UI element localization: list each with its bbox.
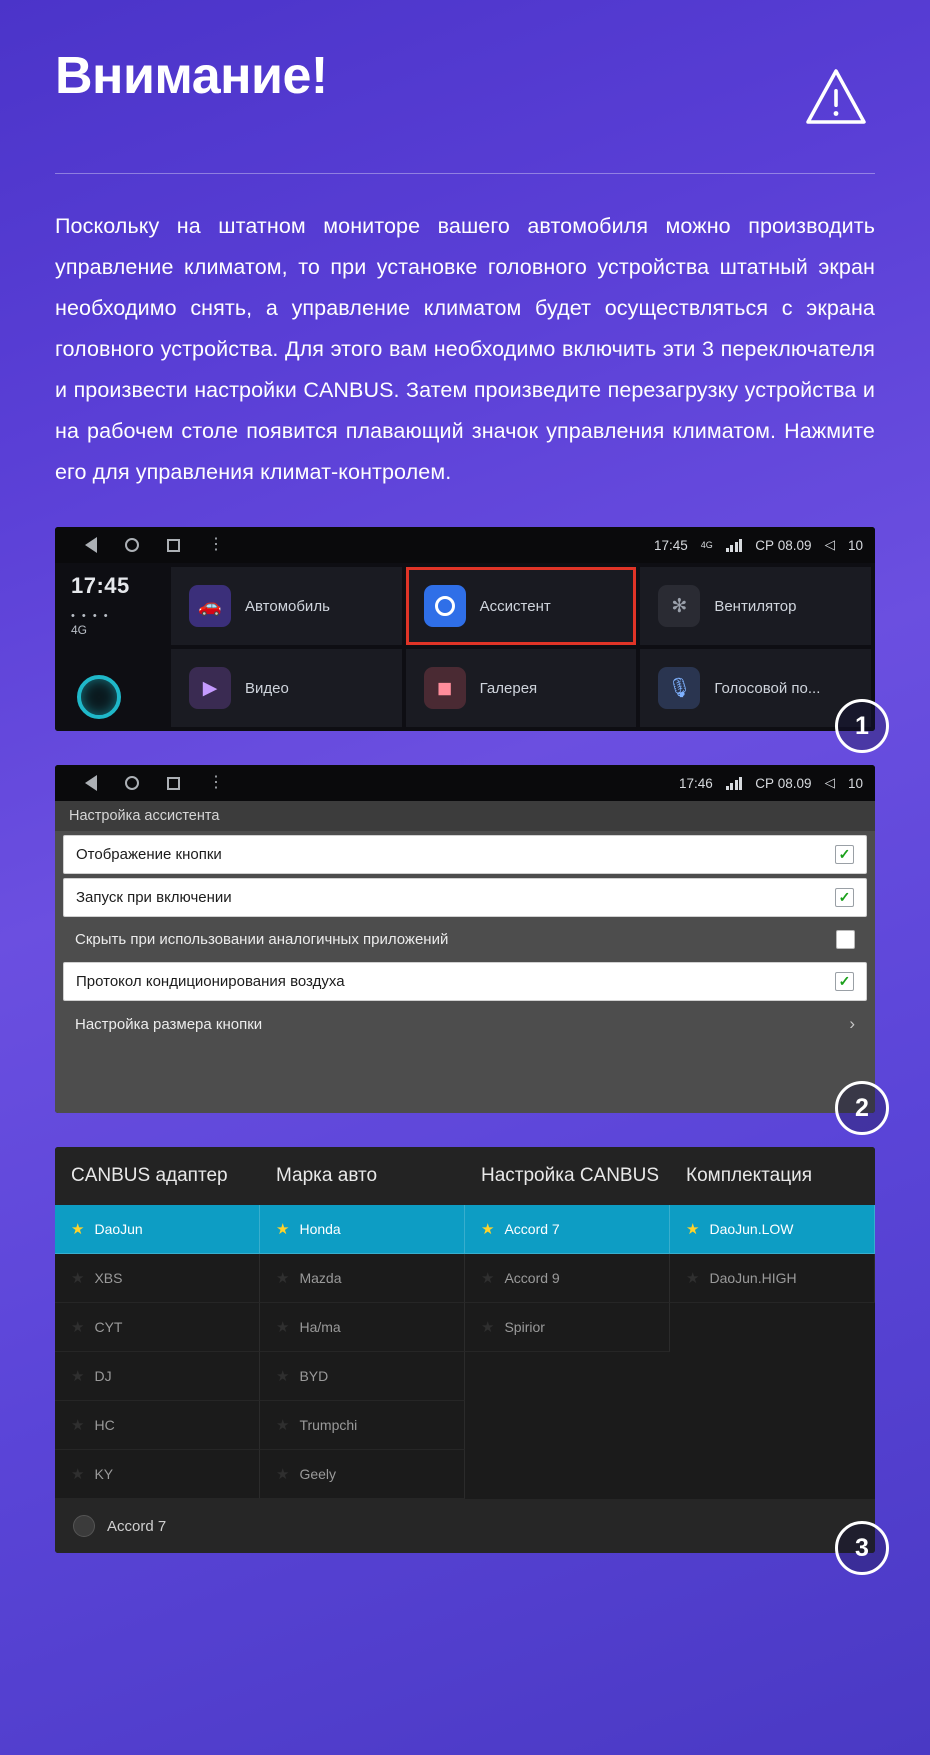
step-badge-3: 3: [835, 1521, 889, 1575]
launcher-home: [55, 563, 875, 731]
tile-assistant[interactable]: [406, 567, 637, 645]
cell-trim: [670, 1303, 875, 1352]
cell-brand[interactable]: [260, 1352, 465, 1401]
star-icon: ★: [71, 1417, 85, 1434]
cell-adapter[interactable]: [55, 1303, 260, 1352]
tile-label: Видео: [245, 679, 289, 697]
star-icon: ★: [276, 1368, 290, 1385]
android-nav-buttons[interactable]: [67, 775, 224, 791]
checkbox-ac-protocol[interactable]: ✓: [835, 972, 854, 991]
video-icon: ▶: [189, 667, 231, 709]
cell-label: BYD: [299, 1368, 329, 1384]
cell-label: DJ: [94, 1368, 112, 1384]
table-row[interactable]: [55, 1450, 875, 1499]
recents-icon[interactable]: [167, 539, 180, 552]
table-row[interactable]: [55, 1254, 875, 1303]
cell-adapter[interactable]: [55, 1450, 260, 1499]
back-icon[interactable]: [85, 537, 97, 553]
statusbar-date: СР 08.09: [755, 537, 812, 553]
setting-label: Протокол кондиционирования воздуха: [76, 973, 345, 990]
cell-canbus: [465, 1352, 670, 1401]
cell-adapter[interactable]: [55, 1254, 260, 1303]
assistant-settings-panel: [55, 801, 875, 1113]
star-icon: ★: [276, 1221, 290, 1238]
cell-canbus: [465, 1450, 670, 1499]
canbus-table-header: [55, 1147, 875, 1205]
header-divider: [55, 173, 875, 174]
table-row[interactable]: [55, 1205, 875, 1254]
star-icon: ★: [276, 1270, 290, 1287]
cell-label: Geely: [299, 1466, 337, 1482]
tile-gallery[interactable]: [406, 649, 637, 727]
column-header-canbus: Настройка CANBUS: [481, 1165, 659, 1186]
setting-show-button[interactable]: [63, 835, 867, 874]
step-badge-2: 2: [835, 1081, 889, 1135]
cell-canbus: [465, 1401, 670, 1450]
cell-label: Accord 7: [504, 1221, 560, 1237]
cell-adapter[interactable]: [55, 1352, 260, 1401]
star-icon: ★: [71, 1319, 85, 1336]
screenshot-canbus-settings: [55, 1147, 875, 1562]
star-icon: ★: [71, 1270, 85, 1287]
star-icon: ★: [71, 1221, 85, 1238]
warning-triangle-icon: [805, 66, 867, 133]
cell-brand[interactable]: [260, 1254, 465, 1303]
launcher-network-label: 4G: [71, 623, 88, 637]
car-icon: 🚗: [189, 585, 231, 627]
back-icon[interactable]: [85, 775, 97, 791]
cell-label: Mazda: [299, 1270, 342, 1286]
cell-canbus[interactable]: [465, 1303, 670, 1352]
volume-icon: ◁: [824, 537, 835, 552]
android-nav-buttons[interactable]: [67, 537, 224, 553]
cell-trim[interactable]: [670, 1205, 875, 1254]
cell-adapter[interactable]: [55, 1401, 260, 1450]
cell-label: KY: [94, 1466, 114, 1482]
checkbox-show-button[interactable]: ✓: [835, 845, 854, 864]
star-icon: ★: [276, 1319, 290, 1336]
canbus-footer-label: Accord 7: [107, 1517, 167, 1535]
home-icon[interactable]: [125, 776, 139, 790]
android-statusbar: [55, 765, 875, 801]
launcher-widget-column: [55, 563, 167, 731]
settings-section-title: Настройка ассистента: [55, 801, 875, 831]
step-badge-1: 1: [835, 699, 889, 753]
tile-label: Голосовой по...: [714, 679, 821, 697]
setting-label: Запуск при включении: [76, 889, 232, 906]
cell-brand[interactable]: [260, 1401, 465, 1450]
setting-label: Отображение кнопки: [76, 846, 222, 863]
setting-label: Настройка размера кнопки: [75, 1015, 263, 1033]
cell-brand[interactable]: [260, 1205, 465, 1254]
setting-label: Скрыть при использовании аналогичных приложений: [75, 931, 449, 948]
statusbar-volume: 10: [847, 537, 863, 553]
canbus-footer: [55, 1499, 875, 1553]
cell-label: DaoJun.LOW: [709, 1221, 794, 1237]
star-icon: ★: [276, 1417, 290, 1434]
cell-label: Spirior: [504, 1319, 545, 1335]
star-icon: ★: [481, 1319, 495, 1336]
statusbar-volume: 10: [847, 775, 863, 791]
cell-label: DaoJun: [94, 1221, 143, 1237]
tile-label: Ассистент: [479, 597, 551, 615]
recents-icon[interactable]: [167, 777, 180, 790]
model-bubble-icon: [73, 1515, 95, 1537]
cell-adapter[interactable]: [55, 1205, 260, 1254]
signal-pips: • • • •: [71, 610, 110, 622]
statusbar-time: 17:45: [653, 537, 688, 553]
cell-trim: [670, 1352, 875, 1401]
column-header-adapter: CANBUS адаптер: [71, 1165, 228, 1186]
launcher-tile-grid: [167, 563, 875, 731]
tile-label: Вентилятор: [714, 597, 797, 615]
column-header-trim: Комплектация: [686, 1165, 813, 1186]
cell-brand[interactable]: [260, 1450, 465, 1499]
tile-video[interactable]: [171, 649, 402, 727]
settings-spacer: [55, 1047, 875, 1113]
cell-trim[interactable]: [670, 1254, 875, 1303]
signal-icon: [726, 777, 743, 790]
screenshot-assistant-settings: [55, 765, 875, 1122]
launcher-clock: 17:45: [71, 573, 130, 598]
instruction-text: Поскольку на штатном мониторе вашего автомобиля можно производить управление климатом, то при установке головного устройства штатный экран необходимо снять, а управление климатом будет осуществляться с экрана головного устройства. Для этого вам необходимо включить эти 3 переключателя и произвести настройки CANBUS. Затем произведите перезагрузку устройства и на рабочем столе появится плавающий значок управления климатом. Нажмите его для управления климат-контролем.: [55, 214, 875, 484]
cell-label: Trumpchi: [299, 1417, 358, 1433]
gallery-icon: ◼: [424, 667, 466, 709]
tile-label: Автомобиль: [245, 597, 330, 615]
statusbar-date: СР 08.09: [755, 775, 812, 791]
cell-trim: [670, 1401, 875, 1450]
table-row[interactable]: [55, 1352, 875, 1401]
screenshot-launcher: [55, 527, 875, 740]
column-header-brand: Марка авто: [276, 1165, 378, 1186]
cell-trim: [670, 1450, 875, 1499]
cell-label: CYT: [94, 1319, 123, 1335]
cell-canbus[interactable]: [465, 1254, 670, 1303]
cell-label: Ha/ma: [299, 1319, 341, 1335]
chevron-right-icon[interactable]: ›: [849, 1014, 855, 1033]
volume-icon: ◁: [824, 775, 835, 790]
statusbar-time: 17:46: [678, 775, 713, 791]
star-icon: ★: [71, 1368, 85, 1385]
cell-label: Accord 9: [504, 1270, 560, 1286]
android-statusbar: [55, 527, 875, 563]
checkbox-hide-on-similar-apps[interactable]: [836, 930, 855, 949]
launcher-network: [71, 609, 167, 637]
cell-label: XBS: [94, 1270, 123, 1286]
setting-ac-protocol[interactable]: [63, 962, 867, 1001]
assistant-icon: [424, 585, 466, 627]
star-icon: ★: [686, 1221, 700, 1238]
page-title: Внимание!: [55, 47, 328, 105]
star-icon: ★: [71, 1466, 85, 1483]
tile-fan[interactable]: [640, 567, 871, 645]
table-row[interactable]: [55, 1303, 875, 1352]
cell-label: Honda: [299, 1221, 341, 1237]
tile-car[interactable]: [171, 567, 402, 645]
fan-icon: ✻: [658, 585, 700, 627]
cell-label: HC: [94, 1417, 115, 1433]
cell-canbus[interactable]: [465, 1205, 670, 1254]
table-row[interactable]: [55, 1401, 875, 1450]
more-options-icon[interactable]: ⋮: [208, 536, 224, 553]
tile-label: Галерея: [479, 679, 538, 697]
setting-autostart[interactable]: [63, 878, 867, 917]
setting-hide-on-similar-apps[interactable]: [63, 921, 867, 958]
star-icon: ★: [276, 1466, 290, 1483]
microphone-icon: 🎙: [658, 667, 700, 709]
star-icon: ★: [481, 1221, 495, 1238]
statusbar-network: 4G: [700, 540, 713, 550]
star-icon: ★: [686, 1270, 700, 1287]
cell-label: DaoJun.HIGH: [709, 1270, 797, 1286]
more-options-icon[interactable]: ⋮: [208, 774, 224, 791]
signal-icon: [726, 539, 743, 552]
checkbox-autostart[interactable]: ✓: [835, 888, 854, 907]
header: [55, 0, 875, 133]
setting-button-size[interactable]: [63, 1005, 867, 1043]
star-icon: ★: [481, 1270, 495, 1287]
home-icon[interactable]: [125, 538, 139, 552]
assistant-ring-icon[interactable]: [77, 675, 121, 719]
cell-brand[interactable]: [260, 1303, 465, 1352]
